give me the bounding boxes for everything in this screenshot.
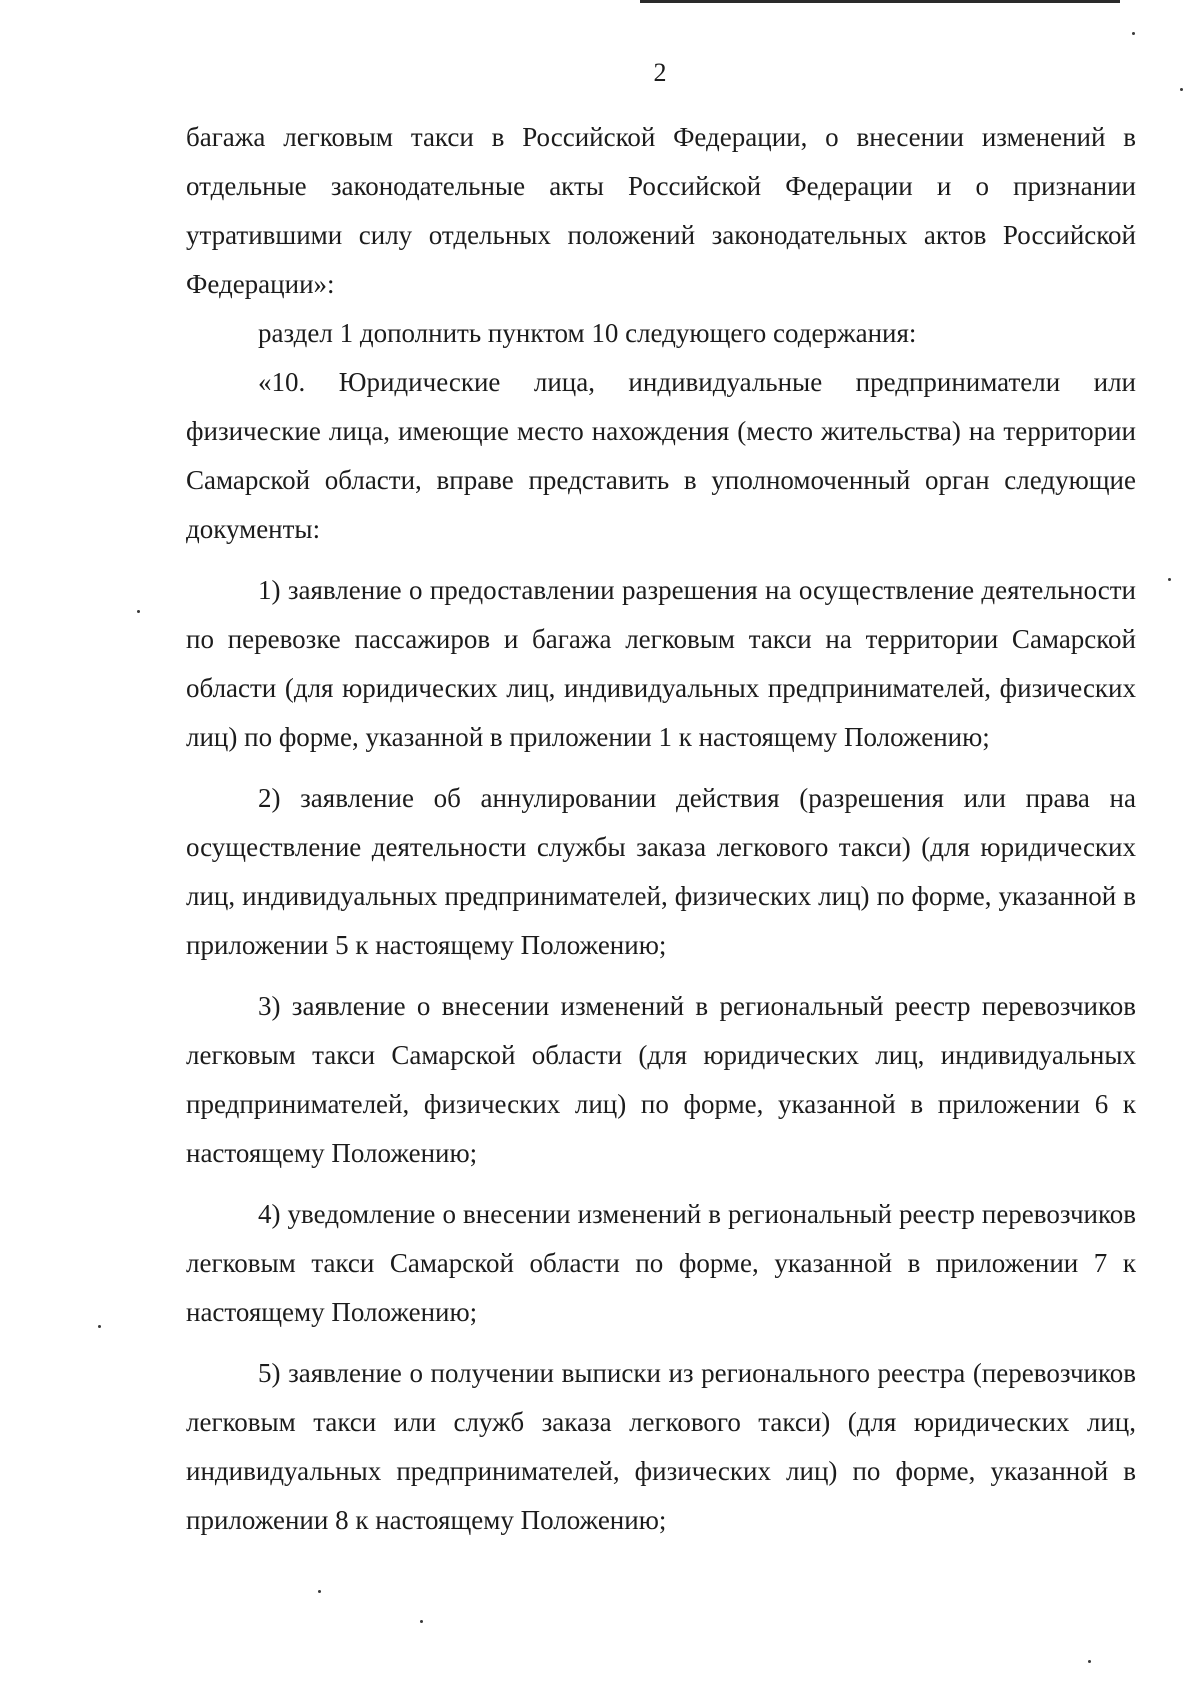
list-item-2: 2) заявление об аннулировании действия (разрешения или права на осуществление деятельности службы заказа легкового такси) (для юридических лиц, индивидуальных предпринимателей, физических лиц) по форме, указанной в приложении 5 к настоящему Положению; (186, 783, 1136, 960)
scan-edge-line (640, 0, 1120, 3)
scan-speck (420, 1620, 423, 1623)
paragraph-continuation: багажа легковым такси в Российской Федерации, о внесении изменений в отдельные законодательные акты Российской Федерации и о признании утратившими силу отдельных положений законодательных актов Российской Федерации»: (186, 122, 1136, 299)
scan-speck (1088, 1660, 1091, 1663)
page-number: 2 (653, 58, 667, 87)
scan-speck (1168, 578, 1171, 581)
list-item-1: 1) заявление о предоставлении разрешения на осуществление деятельности по перевозке пассажиров и багажа легковым такси на территории Самарской области (для юридических лиц, индивидуальных предпринимателей, физических лиц) по форме, указанной в приложении 1 к настоящему Положению; (186, 575, 1136, 752)
scan-speck (98, 1325, 101, 1328)
scan-speck (318, 1590, 321, 1593)
document-body (186, 113, 1136, 1545)
scan-speck (1132, 32, 1135, 35)
scan-speck (1180, 88, 1183, 91)
list-item-4: 4) уведомление о внесении изменений в региональный реестр перевозчиков легковым такси Самарской области по форме, указанной в приложении 7 к настоящему Положению; (186, 1199, 1136, 1327)
paragraph-section-amendment: раздел 1 дополнить пунктом 10 следующего содержания: (258, 318, 917, 348)
list-item-3: 3) заявление о внесении изменений в региональный реестр перевозчиков легковым такси Самарской области (для юридических лиц, индивидуальных предпринимателей, физических лиц) по форме, указанной в приложении 6 к настоящему Положению; (186, 991, 1136, 1168)
scan-speck (137, 610, 140, 613)
list-item-5: 5) заявление о получении выписки из регионального реестра (перевозчиков легковым такси или служб заказа легкового такси) (для юридических лиц, индивидуальных предпринимателей, физических лиц) по форме, указанной в приложении 8 к настоящему Положению; (186, 1358, 1136, 1535)
paragraph-clause-10: «10. Юридические лица, индивидуальные предприниматели или физические лица, имеющие место нахождения (место жительства) на территории Самарской области, вправе представить в уполномоченный орган следующие документы: (186, 367, 1136, 544)
